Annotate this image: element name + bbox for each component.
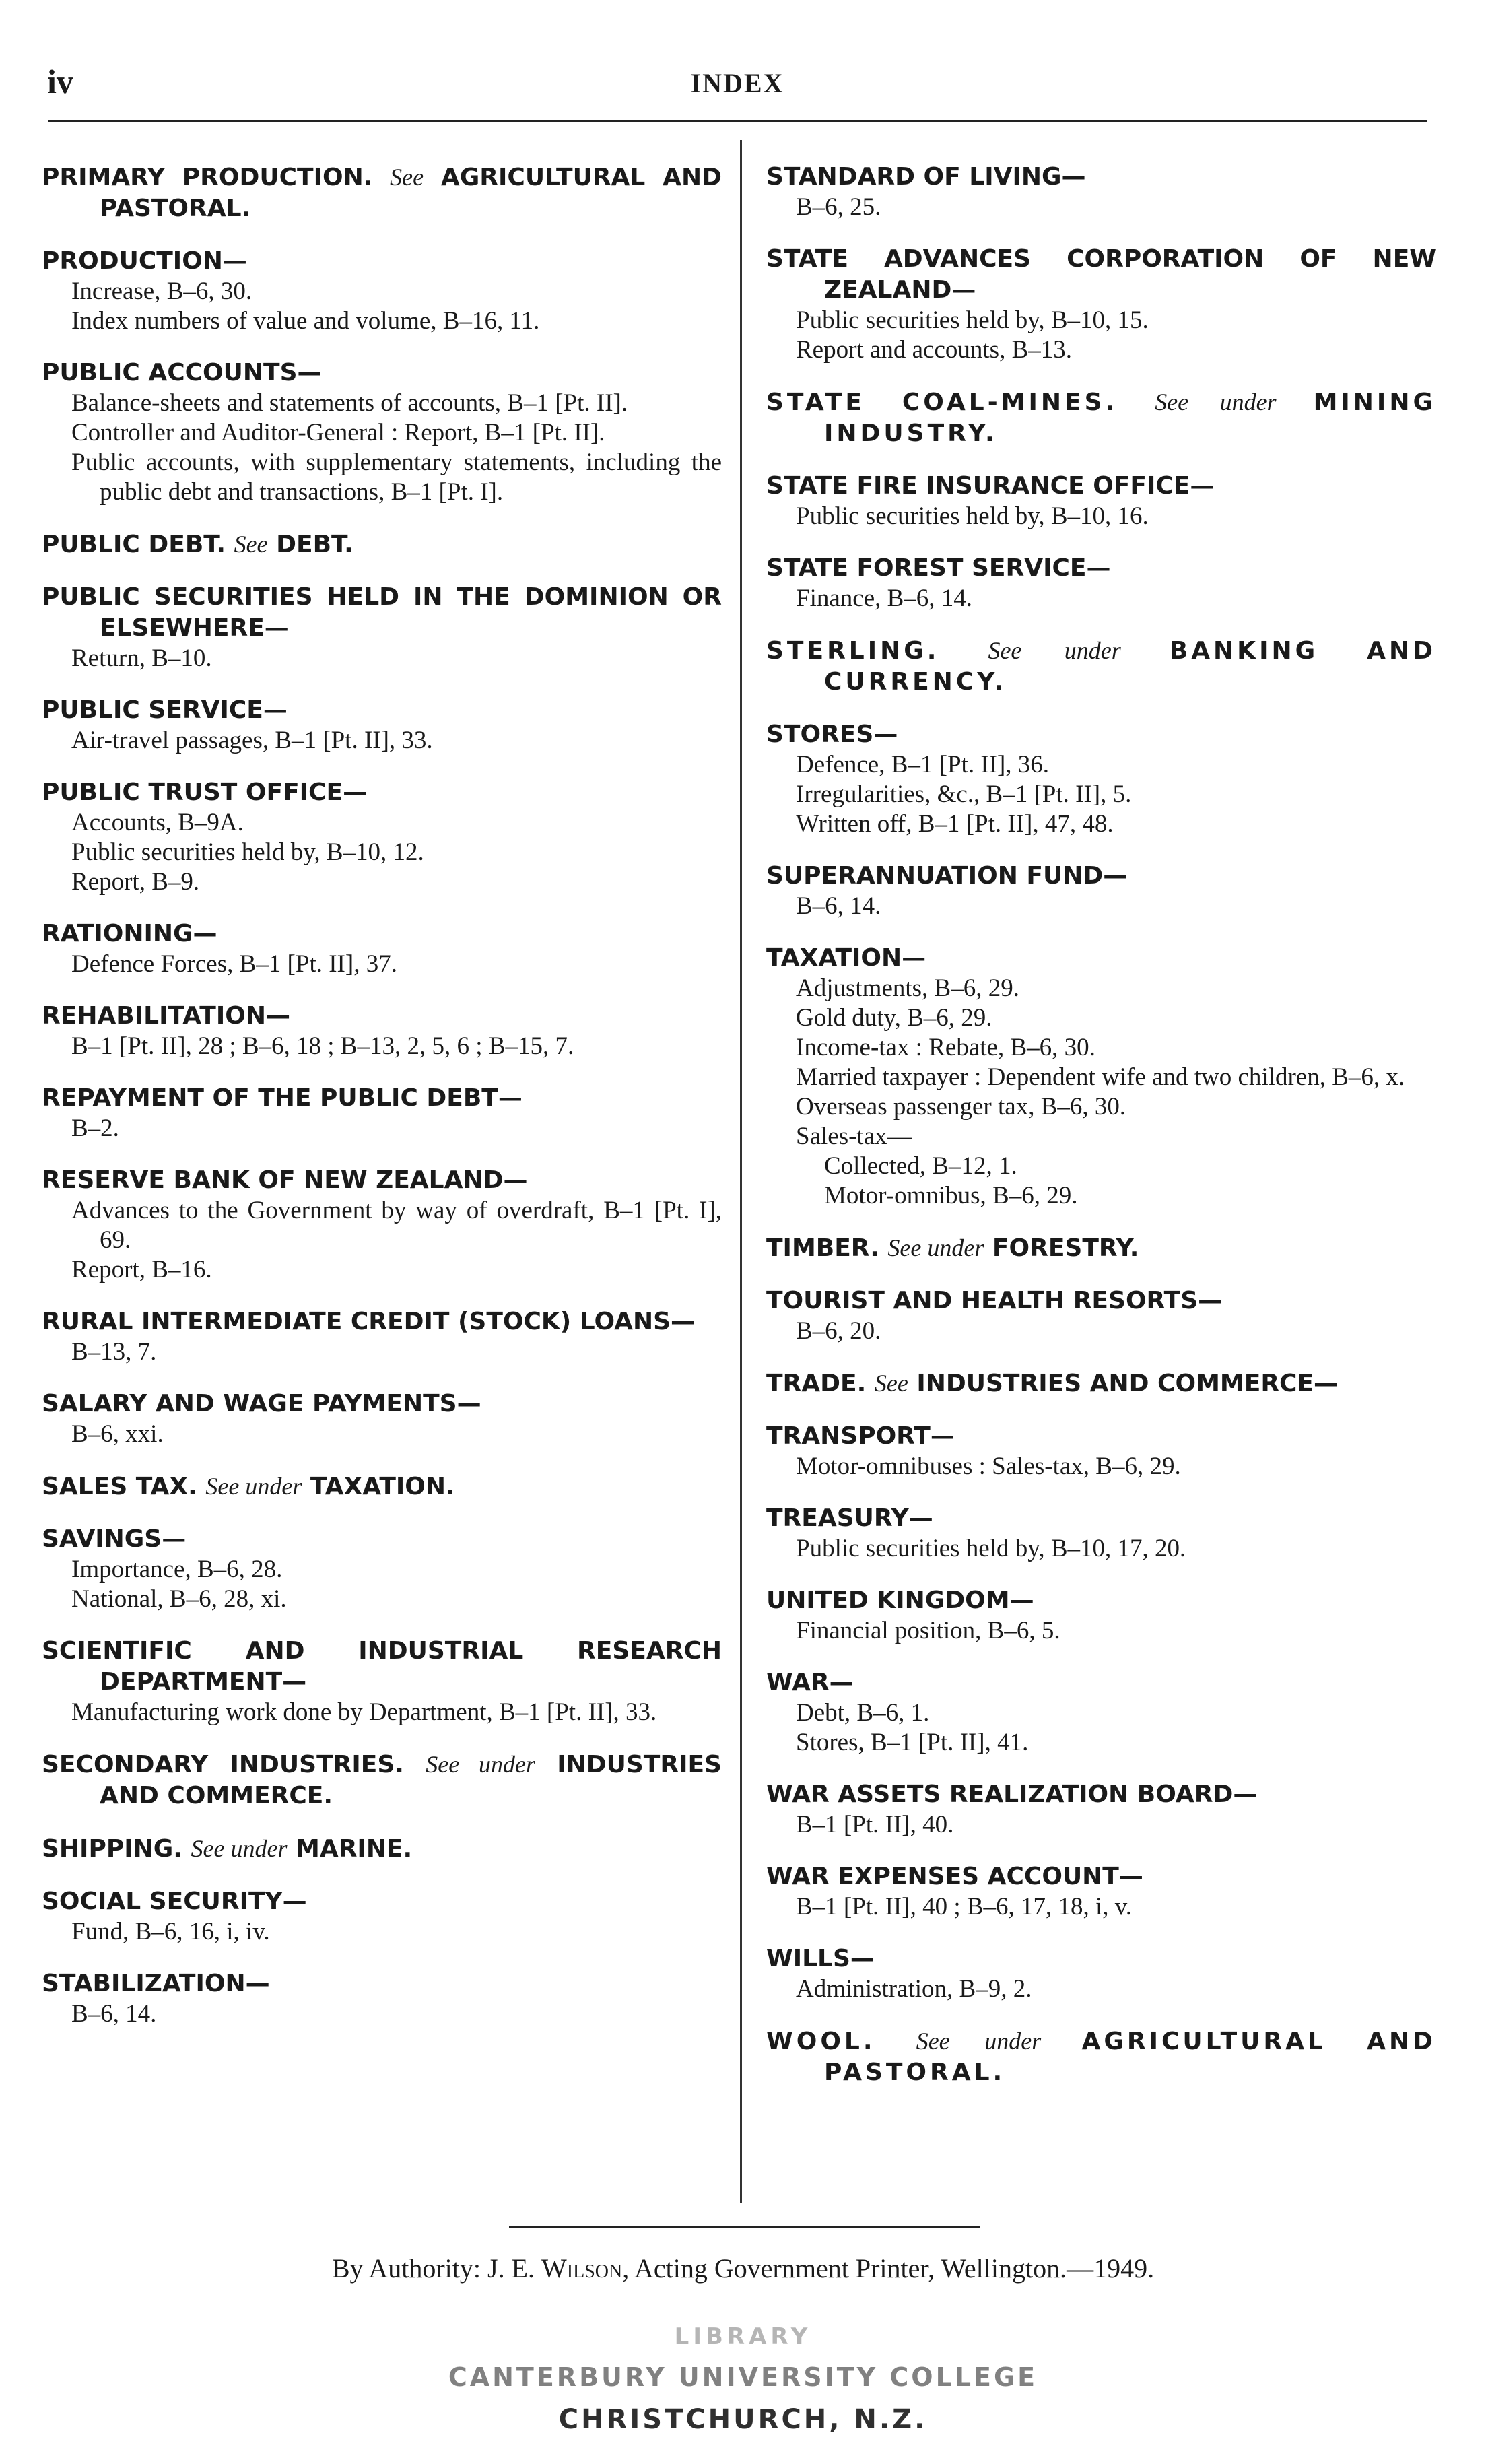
index-subentry-nested: Collected, B–12, 1. [824,1152,1017,1180]
index-heading [42,1471,722,1502]
index-entry [42,1636,722,1727]
index-heading [42,1968,722,1999]
see-reference-target: AGRICULTURAL AND PASTORAL. [100,164,722,222]
index-heading-text: RESERVE BANK OF NEW ZEALAND— [42,1166,528,1194]
index-heading-text: STATE ADVANCES CORPORATION OF NEW ZEALAND— [766,245,1436,304]
see-reference-label: See [390,164,424,191]
index-subentry: Public securities held by, B–10, 15. [796,306,1149,334]
index-heading [42,695,722,726]
index-subentry: Administration, B–9, 2. [796,1975,1032,2003]
index-heading-text: WAR EXPENSES ACCOUNT— [766,1863,1143,1890]
see-reference-label: See under [916,2028,1042,2055]
index-heading [766,1585,1436,1616]
index-subentry: Sales-tax— [796,1123,912,1150]
index-subentry: B–1 [Pt. II], 28 ; B–6, 18 ; B–13, 2, 5, 6 ; B–15, 7. [71,1032,574,1060]
see-reference-label: See under [1155,389,1277,415]
index-entry [766,162,1436,222]
see-reference-target: INDUSTRIES AND COMMERCE. [100,1751,722,1809]
index-subentry: B–1 [Pt. II], 40 ; B–6, 17, 18, i, v. [796,1893,1133,1921]
index-heading [42,358,722,389]
index-heading-text: WAR— [766,1669,854,1696]
index-heading [766,162,1436,193]
index-heading-text: SUPERANNUATION FUND— [766,862,1128,890]
index-subentry: Report, B–9. [71,868,200,896]
index-subentry: Adjustments, B–6, 29. [796,974,1019,1002]
index-subentry: Advances to the Government by way of overdraft, B–1 [Pt. I], 69. [71,1197,722,1254]
index-entry [766,244,1436,365]
index-heading-text: SOCIAL SECURITY— [42,1888,307,1915]
index-heading [766,1779,1436,1810]
index-heading [766,244,1436,306]
footer-rule [509,2226,980,2228]
index-heading-text: SCIENTIFIC AND INDUSTRIAL RESEARCH DEPARTMENT— [42,1637,722,1696]
index-entry [766,635,1436,698]
stamp-line-city: CHRISTCHURCH, N.Z. [558,2404,928,2435]
library-stamp [0,2323,1486,2435]
index-subentry: B–6, 20. [796,1317,881,1345]
index-subentry: B–2. [71,1114,119,1142]
index-heading-text: WOOL. [766,2028,876,2055]
index-heading [766,1286,1436,1317]
index-column-right [766,162,1436,2110]
index-heading [42,1083,722,1114]
index-entry [766,1368,1436,1399]
index-subentry: Importance, B–6, 28. [71,1556,283,1583]
index-entry [766,1585,1436,1646]
index-entry [42,1749,722,1811]
index-heading [766,387,1436,449]
see-reference-target: MINING INDUSTRY. [824,389,1436,447]
index-heading [42,1524,722,1555]
index-subentry: B–6, 14. [796,892,881,920]
index-heading-text: TRADE. [766,1370,867,1397]
index-heading-text: STORES— [766,721,898,748]
index-subentry: Public securities held by, B–10, 12. [71,838,424,866]
index-heading-text: PUBLIC DEBT. [42,531,226,558]
see-reference-label: See under [205,1473,302,1500]
index-entry [766,1286,1436,1346]
index-entry [766,1232,1436,1264]
index-heading-text: TREASURY— [766,1504,933,1532]
index-heading [42,529,722,560]
see-reference-label: See under [191,1835,288,1862]
index-entry [766,1861,1436,1922]
index-heading-text: PUBLIC ACCOUNTS— [42,359,322,387]
index-subentry: B–13, 7. [71,1338,157,1366]
index-entry [42,358,722,507]
index-subentry: Stores, B–1 [Pt. II], 41. [796,1729,1029,1756]
index-subentry: Balance-sheets and statements of accounts, B–1 [Pt. II]. [71,389,628,417]
index-entry [42,1968,722,2029]
index-heading-text: SALES TAX. [42,1473,197,1500]
index-entry [766,719,1436,839]
index-subentry: Debt, B–6, 1. [796,1699,930,1727]
index-heading-text: STANDARD OF LIVING— [766,163,1086,191]
index-subentry: Public accounts, with supplementary statements, including the public debt and transactions, B–1 [Pt. I]. [71,448,722,506]
index-subentry: Financial position, B–6, 5. [796,1617,1060,1644]
see-reference-target: BANKING AND CURRENCY. [824,637,1436,696]
index-heading-text: SALARY AND WAGE PAYMENTS— [42,1390,481,1418]
index-heading-text: STERLING. [766,637,940,665]
index-subentry: Fund, B–6, 16, i, iv. [71,1918,270,1945]
index-subentry: Income-tax : Rebate, B–6, 30. [796,1034,1095,1061]
index-heading [42,777,722,808]
index-subentry: Increase, B–6, 30. [71,277,252,305]
index-heading [766,553,1436,584]
index-subentry-nested: Motor-omnibus, B–6, 29. [824,1182,1078,1209]
page-number: iv [47,63,73,100]
index-entry [766,553,1436,613]
index-subentry: Public securities held by, B–10, 16. [796,502,1149,530]
printer-surname: Wilson, [541,2253,630,2284]
index-subentry: Manufacturing work done by Department, B–1 [Pt. II], 33. [71,1698,657,1726]
index-heading-text: PUBLIC TRUST OFFICE— [42,778,368,806]
index-entry [766,1779,1436,1840]
index-heading [766,2026,1436,2088]
index-heading-text: SECONDARY INDUSTRIES. [42,1751,404,1778]
index-entry [766,861,1436,921]
index-heading-text: PUBLIC SERVICE— [42,696,288,724]
index-heading [42,1886,722,1917]
index-entry [42,1165,722,1285]
index-entry [766,1421,1436,1481]
index-entry [766,1503,1436,1564]
stamp-line-library: LIBRARY [674,2323,812,2350]
see-reference-target: AGRICULTURAL AND PASTORAL. [824,2028,1436,2086]
see-reference-label: See [874,1370,908,1397]
index-subentry: Accounts, B–9A. [71,809,244,836]
index-heading [42,1389,722,1420]
see-reference-label: See under [887,1234,984,1261]
index-heading-text: STABILIZATION— [42,1970,270,1997]
column-divider [740,140,742,2203]
index-subentry: B–1 [Pt. II], 40. [796,1811,954,1838]
index-entry [766,387,1436,449]
index-heading-text: TRANSPORT— [766,1422,955,1450]
see-reference-label: See [234,531,268,558]
index-heading [766,1421,1436,1452]
index-subentry: B–6, xxi. [71,1420,164,1448]
index-heading-text: TAXATION— [766,944,926,972]
index-subentry: Index numbers of value and volume, B–16, 11. [71,307,540,335]
page-title: INDEX [690,68,784,98]
see-reference-target: INDUSTRIES AND COMMERCE— [916,1370,1339,1397]
index-entry [766,471,1436,531]
index-subentry: Irregularities, &c., B–1 [Pt. II], 5. [796,780,1132,808]
index-entry [42,1471,722,1502]
index-heading [766,1943,1436,1974]
index-heading [766,1861,1436,1892]
index-subentry: Motor-omnibuses : Sales-tax, B–6, 29. [796,1453,1181,1480]
index-entry [42,162,722,224]
index-heading-text: WAR ASSETS REALIZATION BOARD— [766,1780,1258,1808]
index-entry [42,1389,722,1449]
index-column-left [42,162,722,2051]
index-entry [42,529,722,560]
index-heading-text: REHABILITATION— [42,1002,290,1030]
stamp-line-college: CANTERBURY UNIVERSITY COLLEGE [448,2362,1038,2392]
index-subentry: Married taxpayer : Dependent wife and two children, B–6, x. [796,1063,1405,1091]
index-entry [42,1001,722,1061]
index-subentry: Public securities held by, B–10, 17, 20. [796,1535,1186,1562]
by-authority-label: By Authority: [331,2253,481,2284]
index-heading-text: RURAL INTERMEDIATE CREDIT (STOCK) LOANS— [42,1308,695,1335]
index-subentry: Defence Forces, B–1 [Pt. II], 37. [71,950,397,978]
index-entry [42,246,722,336]
see-reference-target: DEBT. [276,531,353,558]
index-subentry: B–6, 14. [71,2000,157,2028]
header-rule [48,120,1427,122]
index-heading [766,943,1436,974]
index-entry [766,1667,1436,1758]
index-entry [42,1524,722,1614]
index-heading [766,719,1436,750]
index-heading [42,1636,722,1698]
index-subentry: Overseas passenger tax, B–6, 30. [796,1093,1126,1121]
index-heading-text: STATE FIRE INSURANCE OFFICE— [766,472,1215,500]
index-heading-text: PRODUCTION— [42,247,247,275]
index-heading [766,861,1436,892]
index-entry [42,695,722,756]
index-subentry: Return, B–10. [71,644,212,672]
index-subentry: Air-travel passages, B–1 [Pt. II], 33. [71,727,433,754]
printer-imprint [0,2253,1486,2284]
index-heading [42,582,722,644]
see-reference-target: MARINE. [296,1835,413,1863]
index-entry [766,2026,1436,2088]
index-subentry: Defence, B–1 [Pt. II], 36. [796,751,1050,778]
see-reference-target: FORESTRY. [992,1234,1139,1262]
index-subentry: Controller and Auditor-General : Report, B–1 [Pt. II]. [71,419,605,446]
index-heading [766,1667,1436,1698]
index-subentry: B–6, 25. [796,193,881,221]
index-heading-text: UNITED KINGDOM— [766,1587,1034,1614]
index-entry [42,919,722,979]
see-reference-label: See under [988,637,1121,664]
see-reference-target: TAXATION. [310,1473,455,1500]
index-entry [42,1306,722,1367]
index-heading-text: REPAYMENT OF THE PUBLIC DEBT— [42,1084,522,1112]
index-entry [42,777,722,897]
index-heading [766,1503,1436,1534]
index-entry [42,1886,722,1947]
index-heading-text: PRIMARY PRODUCTION. [42,164,373,191]
index-heading [42,1749,722,1811]
index-entry [766,943,1436,1211]
index-heading [42,246,722,277]
printer-title: Acting Government Printer, Wellington.—1949. [634,2253,1155,2284]
printer-initials: J. E. [487,2253,535,2284]
index-subentry: National, B–6, 28, xi. [71,1585,287,1613]
index-heading-text: RATIONING— [42,920,217,947]
index-heading [766,1368,1436,1399]
see-reference-label: See under [426,1751,535,1778]
index-heading-text: STATE COAL-MINES. [766,389,1118,416]
index-heading-text: TIMBER. [766,1234,879,1262]
index-heading [766,1232,1436,1264]
index-heading-text: TOURIST AND HEALTH RESORTS— [766,1287,1223,1314]
index-heading-text: WILLS— [766,1945,875,1972]
index-heading [42,1833,722,1865]
index-heading-text: SHIPPING. [42,1835,182,1863]
index-heading [42,1001,722,1032]
index-heading [766,635,1436,698]
index-subentry: Report and accounts, B–13. [796,336,1072,364]
page-header [47,62,1427,109]
index-heading [42,1306,722,1337]
index-entry [42,1833,722,1865]
index-subentry: Gold duty, B–6, 29. [796,1004,992,1032]
index-subentry: Report, B–16. [71,1256,212,1284]
index-heading-text: PUBLIC SECURITIES HELD IN THE DOMINION OR ELSEWHERE— [42,583,722,642]
index-heading-text: SAVINGS— [42,1525,187,1553]
index-heading [42,162,722,224]
index-entry [42,582,722,673]
index-heading [42,919,722,950]
index-heading-text: STATE FOREST SERVICE— [766,554,1111,582]
index-entry [766,1943,1436,2004]
index-subentry: Written off, B–1 [Pt. II], 47, 48. [796,810,1114,838]
index-entry [42,1083,722,1143]
index-subentry: Finance, B–6, 14. [796,585,973,612]
index-heading [42,1165,722,1196]
index-heading [766,471,1436,502]
